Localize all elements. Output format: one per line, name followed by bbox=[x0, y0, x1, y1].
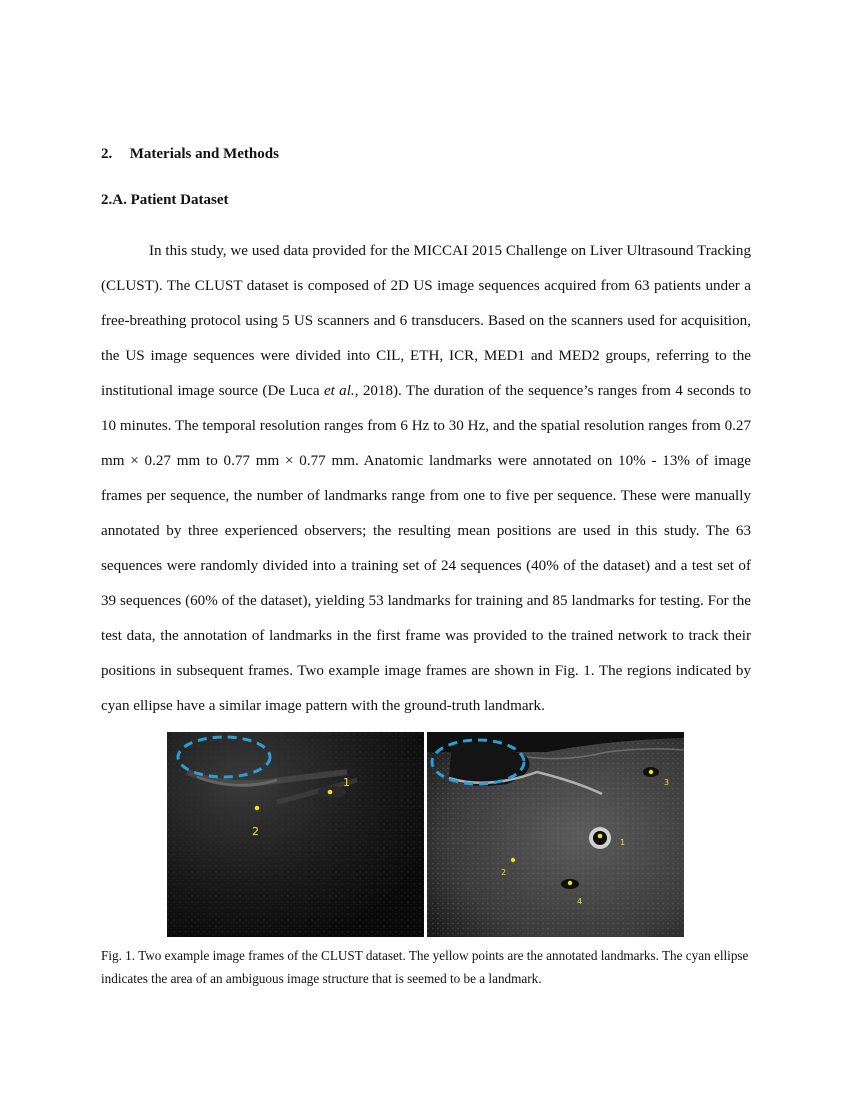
ultrasound-image-right bbox=[427, 732, 684, 937]
landmark-label: 2 bbox=[252, 825, 259, 838]
subsection-heading: 2.A. Patient Dataset bbox=[101, 192, 229, 208]
figure-caption: Fig. 1. Two example image frames of the CLUST dataset. The yellow points are the annotated landmarks. The cyan ellipse indicates the area of an ambiguous image structure that is seemed to be a landmark. bbox=[101, 948, 749, 986]
landmark-point bbox=[568, 881, 572, 885]
section-number: 2. bbox=[101, 146, 113, 162]
paragraph-text-part2: , 2018). The duration of the sequence’s ranges from 4 seconds to 10 minutes. The temporal resolution ranges from 6 Hz to 30 Hz, and the spatial resolution ranges from 0.27 mm × 0.27 mm to 0.77 mm × 0.77 mm. Anatomic landmarks were annotated on 10% - 13% of image frames per sequence, the number of landmarks range from one to five per sequence. These were manually annotated by three experienced observers; the resulting mean positions are used in this study. The 63 sequences were randomly divided into a training set of 24 sequences (40% of the dataset) and a test set of 39 sequences (60% of the dataset), yielding 53 landmarks for training and 85 landmarks for testing. For the test data, the annotation of landmarks in the first frame was provided to the trained network to track their positions in subsequent frames. Two example image frames are shown in Fig. 1. The regions indicated by cyan ellipse have a similar image pattern with the ground-truth landmark. bbox=[101, 383, 752, 714]
figure-1 bbox=[167, 732, 684, 937]
landmark-point bbox=[649, 770, 653, 774]
paragraph-text-part1: In this study, we used data provided for the MICCAI 2015 Challenge on Liver Ultrasound Tracking (CLUST). The CLUST dataset is composed of 2D US image sequences acquired from 63 patients under a free-breathing protocol using 5 US scanners and 6 transducers. Based on the scanners used for acquisition, the US image sequences were divided into CIL, ETH, ICR, MED1 and MED2 groups, referring to the institutional image source (De Luca bbox=[101, 243, 751, 399]
landmark-label: 3 bbox=[664, 778, 670, 787]
ultrasound-frame-left bbox=[167, 732, 424, 937]
landmark-point bbox=[598, 834, 603, 839]
landmark-point bbox=[328, 790, 333, 795]
landmark-label: 2 bbox=[501, 868, 507, 877]
landmark-label: 4 bbox=[577, 897, 583, 906]
landmark-point bbox=[511, 858, 515, 862]
section-title: Materials and Methods bbox=[129, 146, 279, 162]
ultrasound-image-left bbox=[167, 732, 424, 937]
section-heading bbox=[101, 146, 279, 163]
body-paragraph bbox=[101, 234, 751, 724]
ultrasound-frame-right bbox=[427, 732, 684, 937]
landmark-point bbox=[255, 806, 260, 811]
citation-et-al: et al. bbox=[323, 383, 355, 399]
landmark-label: 1 bbox=[343, 776, 350, 789]
landmark-label: 1 bbox=[620, 838, 626, 847]
